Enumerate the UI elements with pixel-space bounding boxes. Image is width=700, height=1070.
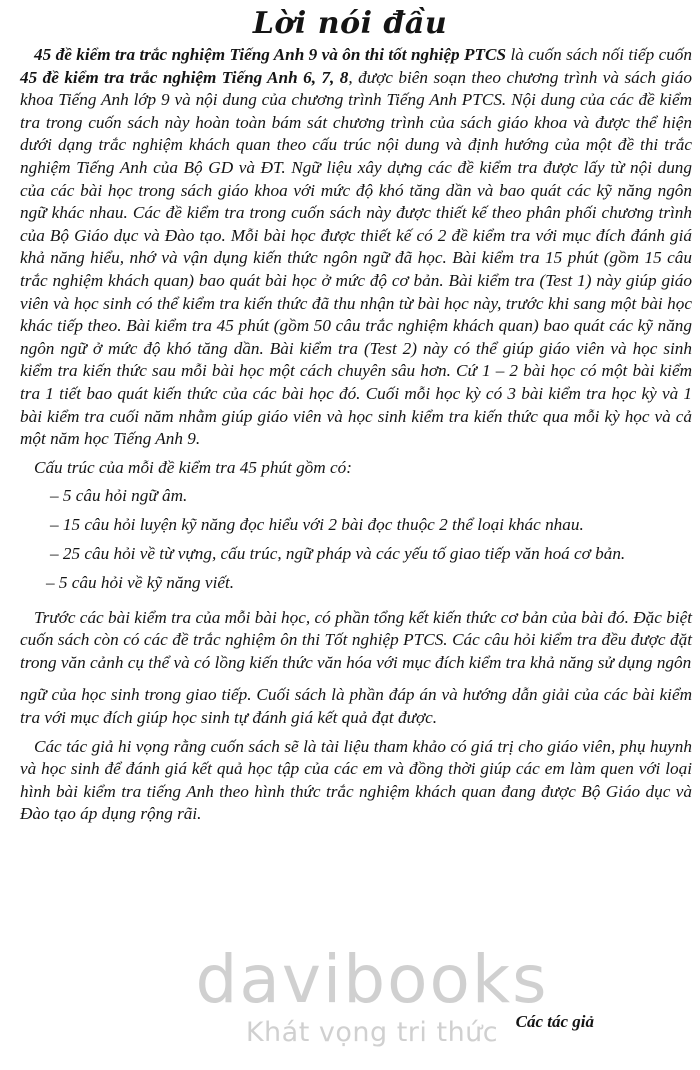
signature: Các tác giả xyxy=(515,1012,594,1031)
summary-paragraph: Trước các bài kiểm tra của mỗi bài học, có phần tổng kết kiến thức cơ bản của bài đó. Đặc biệt cuốn sách còn có các đề trắc nghiệm ôn thi Tốt nghiệp PTCS. Các câu hỏi kiểm tra đều được đặt trong văn cảnh cụ thể và có lồng kiến thức văn hóa với mục đích kiểm tra khả năng sử dụng ngôn xyxy=(20,607,692,672)
structure-item: – 5 câu hỏi ngữ âm. xyxy=(50,486,188,506)
summary-paragraph-continued: ngữ của học sinh trong giao tiếp. Cuối sách là phần đáp án và hướng dẫn giải của các bài kiểm tra với mục đích giúp học sinh tự đánh giá kết quả đạt được. xyxy=(20,685,692,728)
page-title: Lời nói đầu xyxy=(252,6,448,41)
series-title: 45 đề kiểm tra trắc nghiệm Tiếng Anh 6, 7, 8 xyxy=(20,67,349,87)
watermark-slogan: Khát vọng tri thức xyxy=(245,1017,499,1048)
structure-item: – 25 câu hỏi về từ vựng, cấu trúc, ngữ pháp và các yếu tố giao tiếp văn hoá cơ bản. xyxy=(50,544,626,564)
book-title: 45 đề kiểm tra trắc nghiệm Tiếng Anh 9 và ôn thi tốt nghiệp PTCS xyxy=(34,45,507,64)
intro-connector: là cuốn sách nối tiếp cuốn xyxy=(506,45,692,64)
structure-lead: Cấu trúc của mỗi đề kiểm tra 45 phút gồm có: xyxy=(34,457,352,477)
body-text xyxy=(20,44,692,826)
watermark-brand: davibooks xyxy=(195,941,549,1018)
watermark xyxy=(162,941,582,1048)
structure-item: – 15 câu hỏi luyện kỹ năng đọc hiểu với 2 bài đọc thuộc 2 thể loại khác nhau. xyxy=(50,514,584,534)
closing-paragraph: Các tác giả hi vọng rằng cuốn sách sẽ là tài liệu tham khảo có giá trị cho giáo viên, phụ huynh và học sinh để đánh giá kết quả học tập của các em và đồng thời giúp các em làm quen với loại hình bài kiểm tra tiếng Anh theo hình thức trắc nghiệm khách quan đang được Bộ Giáo dục và Đào tạo áp dụng rộng rãi. xyxy=(20,736,692,824)
intro-rest: , được biên soạn theo chương trình và sách giáo khoa Tiếng Anh lớp 9 và nội dung của chương trình Tiếng Anh PTCS. Nội dung của các đề kiểm tra trong cuốn sách này hoàn toàn bám sát chương trình của sách giáo khoa và được thể hiện dưới dạng trắc nghiệm khách quan theo cấu trúc nội dung và định hướng của một đề thi trắc nghiệm Tiếng Anh của Bộ GD và ĐT. Ngữ liệu xây dựng các đề kiểm tra được lấy từ nội dung của các bài học trong sách giáo khoa với mức độ khó tăng dần và bao quát các kỹ năng ngôn ngữ khác nhau. Các đề kiểm tra trong cuốn sách này được thiết kế theo phân phối chương trình của Bộ Giáo dục và Đào tạo. Mỗi bài học được thiết kế có 2 đề kiểm tra với mục đích đánh giá khả năng hiểu, nhớ và vận dụng kiến thức ngôn ngữ đã học. Bài kiểm tra 15 phút (gồm 15 câu trắc nghiệm khách quan) bao quát bài học ở mức độ cơ bản. Bài kiểm tra (Test 1) này giúp giáo viên và học sinh có thể kiểm tra kiến thức đã thu nhận từ bài học này, trước khi sang một bài học khác tiếp theo. Bài kiểm tra 45 phút (gồm 50 câu trắc nghiệm khách quan) bao quát các kỹ năng ngôn ngữ ở mức độ khó tăng dần. Bài kiểm tra (Test 2) này có thể giúp giáo viên và học sinh kiểm tra kiến thức sau mỗi bài học một cách chuyên sâu hơn. Cứ 1 – 2 bài học có một bài kiểm tra 1 tiết bao quát kiến thức của các bài học đó. Cuối mỗi học kỳ có 3 bài kiểm tra học kỳ và 1 bài kiểm tra cuối năm nhằm giúp giáo viên và học sinh kiểm tra kiến thức qua mỗi kỳ học và cả một năm học Tiếng Anh 9. xyxy=(20,67,692,449)
structure-item: – 5 câu hỏi về kỹ năng viết. xyxy=(46,573,235,593)
intro-paragraph xyxy=(20,44,692,451)
